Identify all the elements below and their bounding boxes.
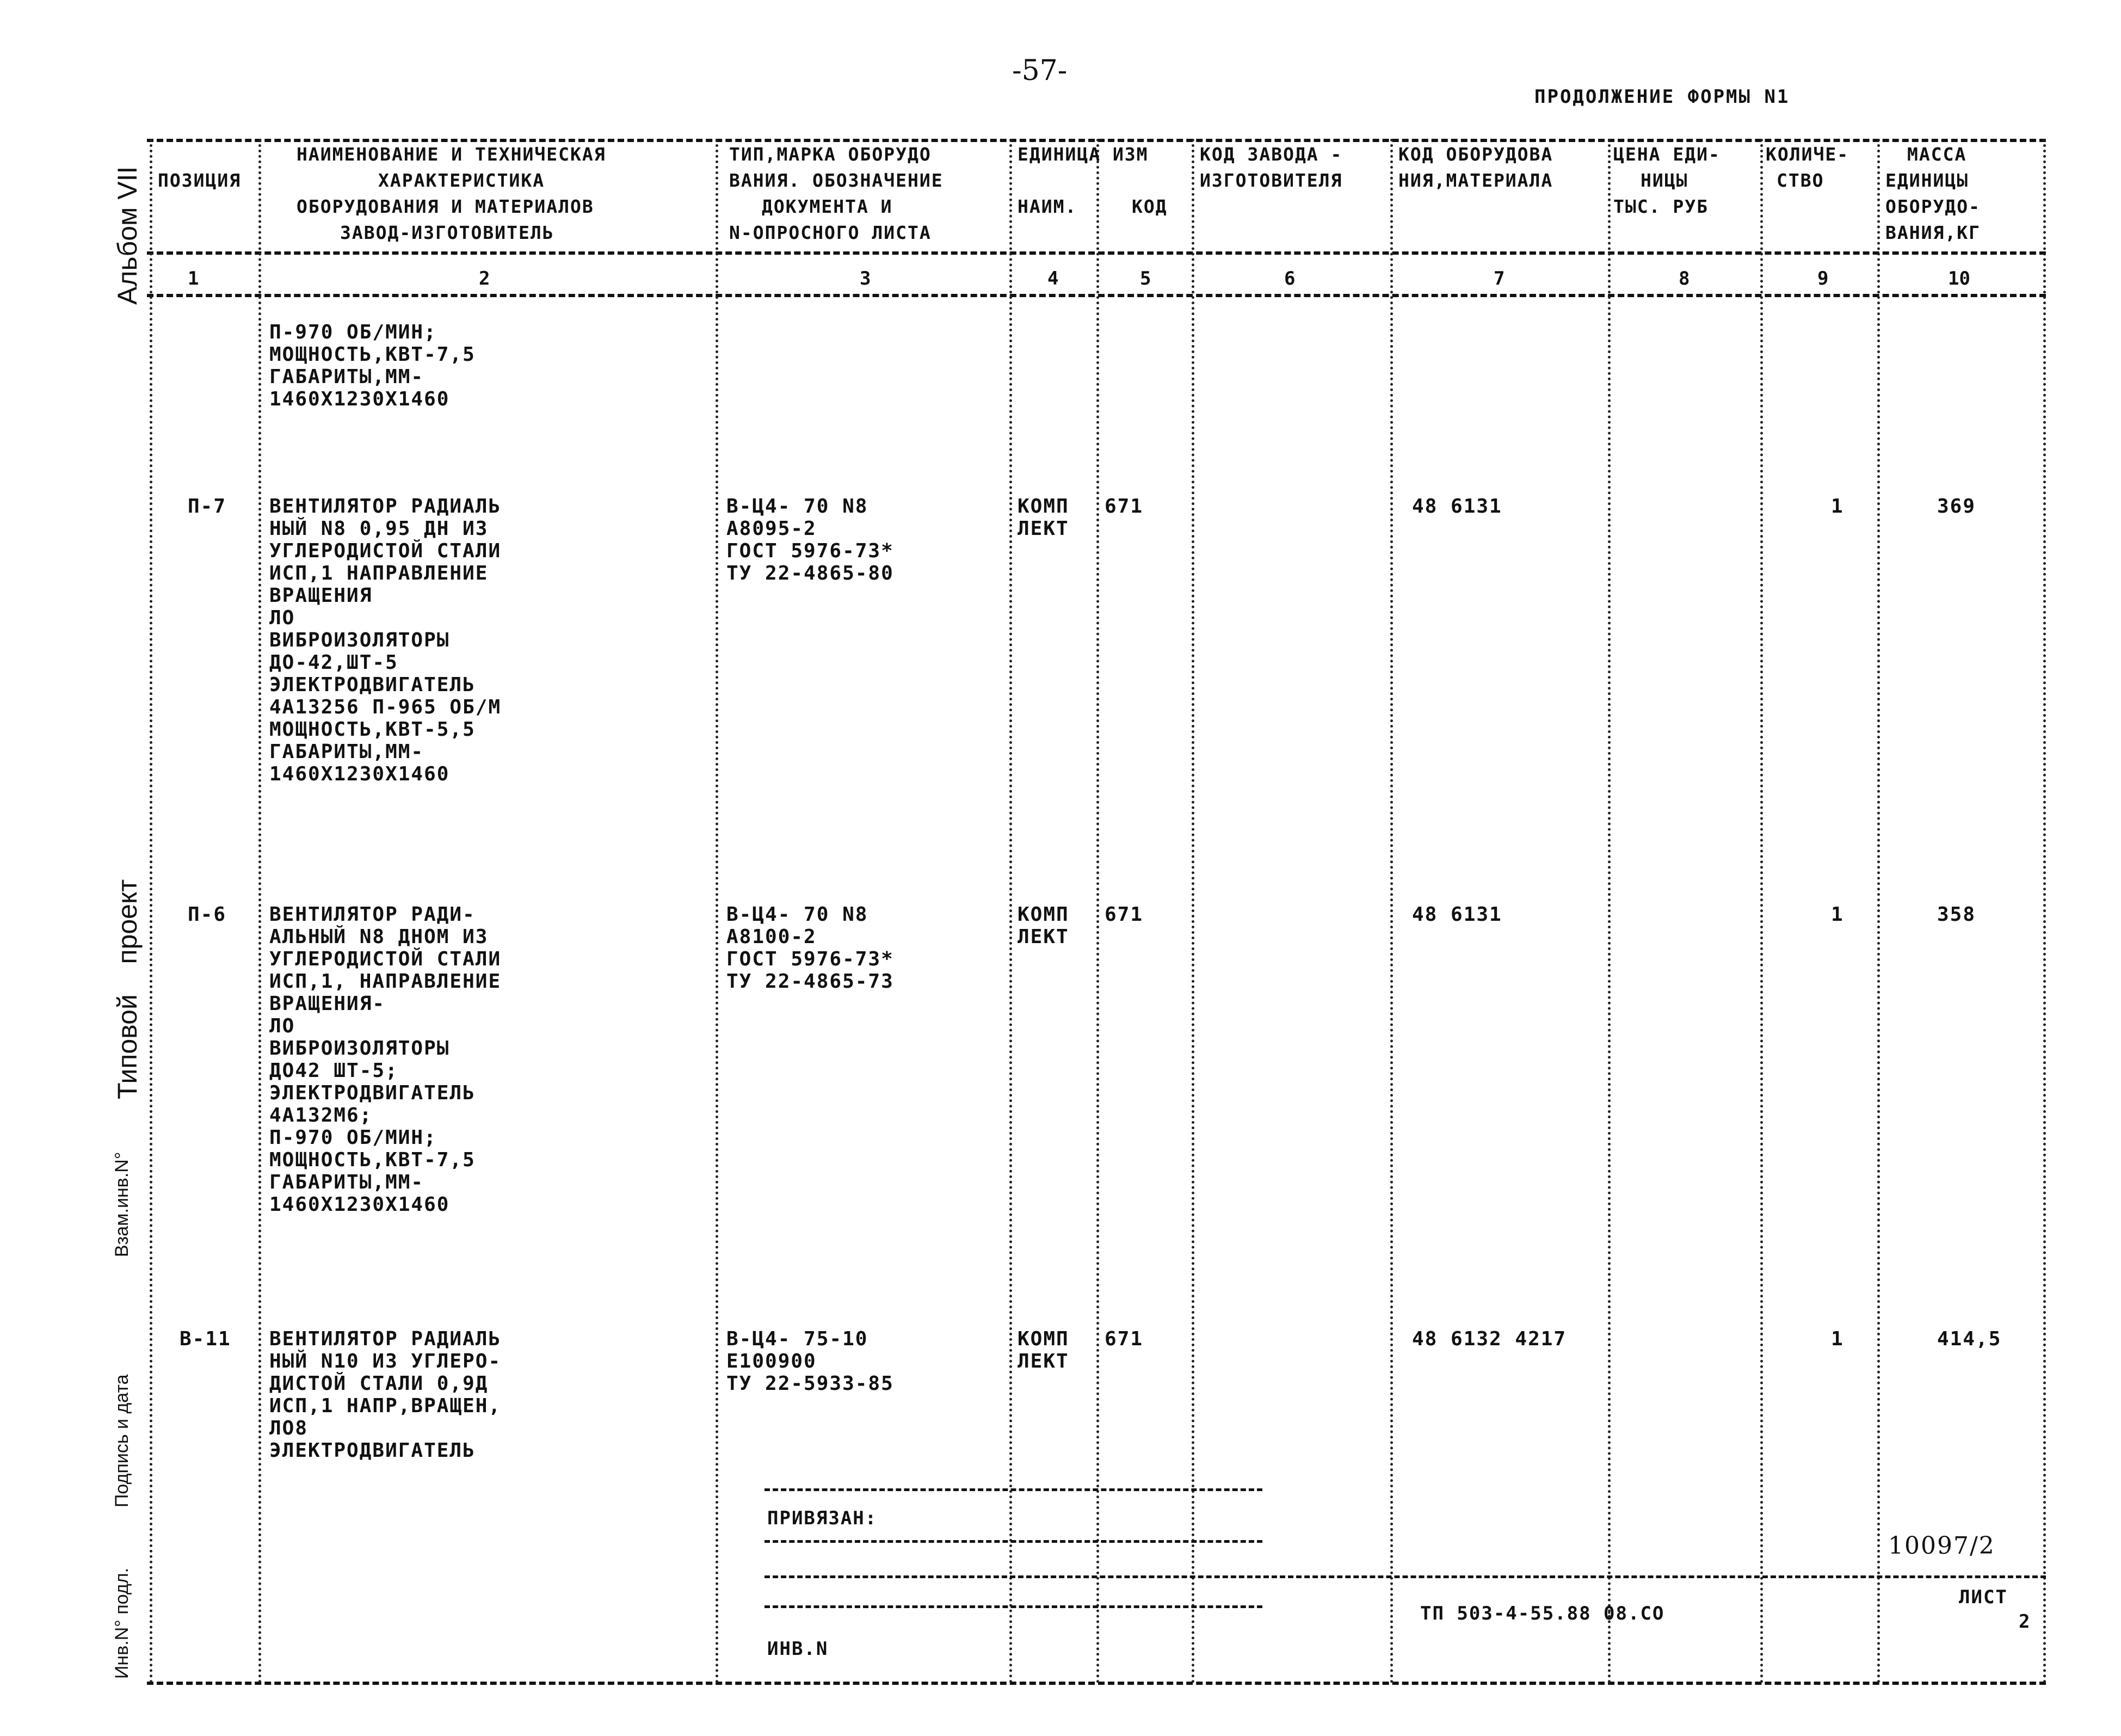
- margin-vzam: Взам.инв.N°: [112, 1152, 132, 1257]
- page-number: -57-: [1012, 54, 1068, 87]
- column-separator: [716, 139, 718, 1684]
- row-name: ВЕНТИЛЯТОР РАДИАЛЬ НЫЙ N8 0,95 ДН ИЗ УГЛЕРОДИСТОЙ СТАЛИ ИСП,1 НАПРАВЛЕНИЕ ВРАЩЕНИЯ ЛО ВИБРОИЗОЛЯТОРЫ ДО-42,ШТ-5 ЭЛЕКТРОДВИГАТЕЛЬ 4А13256 П-965 ОБ/М МОЩНОСТЬ,КВТ-5,5 ГАБАРИТЫ,ММ- 1460Х1230Х1460: [269, 495, 502, 785]
- header-equipment-code: КОД ОБОРУДОВА НИЯ,МАТЕРИАЛА: [1398, 144, 1553, 191]
- column-separator: [2043, 139, 2046, 1684]
- column-number: 2: [479, 268, 490, 290]
- row-unit: КОМП ЛЕКТ: [1018, 903, 1069, 948]
- header-name: НАИМЕНОВАНИЕ И ТЕХНИЧЕСКАЯ ХАРАКТЕРИСТИКА ОБОРУДОВАНИЯ И МАТЕРИАЛОВ ЗАВОД-ИЗГОТОВИТЕЛЬ: [297, 144, 606, 243]
- stamp-sheet-number: 2: [2019, 1611, 2031, 1633]
- header-unit-name: НАИМ.: [1018, 196, 1077, 217]
- column-separator: [1390, 139, 1393, 1684]
- margin-album: Альбом VII: [112, 166, 143, 305]
- column-separator: [1760, 139, 1763, 1684]
- stamp-sheet-label: ЛИСТ: [1959, 1586, 2008, 1608]
- stamp-rule: [764, 1540, 1262, 1543]
- margin-podpis: Подпись и дата: [112, 1374, 132, 1507]
- stamp-handwritten-number: 10097/2: [1888, 1532, 1995, 1560]
- column-separator: [1192, 139, 1194, 1684]
- stamp-privyazan: ПРИВЯЗАН:: [767, 1507, 878, 1529]
- row-position: П-7: [188, 495, 227, 518]
- margin-inv: Инв.N° подл.: [112, 1567, 132, 1679]
- stamp-rule: [764, 1488, 1262, 1491]
- row-unit: КОМП ЛЕКТ: [1018, 1328, 1069, 1372]
- column-number: 7: [1494, 268, 1505, 290]
- column-number: 1: [188, 268, 199, 290]
- row-quantity: 1: [1831, 495, 1844, 518]
- row-unit-code: 671: [1105, 1328, 1144, 1350]
- header-quantity: КОЛИЧЕ- СТВО: [1766, 144, 1849, 191]
- row-name: ВЕНТИЛЯТОР РАДИ- АЛЬНЫЙ N8 ДНОМ ИЗ УГЛЕРОДИСТОЙ СТАЛИ ИСП,1, НАПРАВЛЕНИЕ ВРАЩЕНИЯ- ЛО ВИБРОИЗОЛЯТОРЫ ДО42 ШТ-5; ЭЛЕКТРОДВИГАТЕЛЬ 4А132М6; П-970 ОБ/МИН; МОЩНОСТЬ,КВТ-7,5 ГАБАРИТЫ,ММ- 1460Х1230Х1460: [269, 903, 502, 1216]
- margin-project: Типовой проект: [112, 879, 143, 1099]
- column-number: 3: [860, 268, 871, 290]
- column-number: 5: [1140, 268, 1151, 290]
- header-mass: МАССА ЕДИНИЦЫ ОБОРУДО- ВАНИЯ,КГ: [1885, 144, 1981, 243]
- row-quantity: 1: [1831, 1328, 1844, 1350]
- row-quantity: 1: [1831, 903, 1844, 926]
- column-separator: [1009, 139, 1012, 1684]
- row-position: В-11: [180, 1328, 231, 1350]
- stamp-inv: ИНВ.N: [767, 1638, 829, 1660]
- column-separator: [1096, 139, 1099, 1684]
- column-separator: [150, 139, 152, 1684]
- header-unit: ЕДИНИЦА ИЗМ: [1018, 144, 1149, 165]
- stamp-doc-code: ТП 503-4-55.88 08.СО: [1420, 1603, 1665, 1624]
- row-type: В-Ц4- 70 N8 А8100-2 ГОСТ 5976-73* ТУ 22-4865-73: [726, 903, 894, 993]
- row-position: П-6: [188, 903, 227, 926]
- column-number: 4: [1047, 268, 1059, 290]
- row-unit-code: 671: [1105, 903, 1144, 926]
- column-separator: [1877, 139, 1880, 1684]
- row-unit: КОМП ЛЕКТ: [1018, 495, 1069, 540]
- column-number: 8: [1679, 268, 1690, 290]
- header-unit-code: КОД: [1132, 196, 1168, 217]
- row-mass: 369: [1937, 495, 1976, 518]
- row-mass: 414,5: [1937, 1328, 2002, 1350]
- carryover-text: П-970 ОБ/МИН; МОЩНОСТЬ,КВТ-7,5 ГАБАРИТЫ,ММ- 1460Х1230Х1460: [269, 321, 476, 410]
- continuation-title: ПРОДОЛЖЕНИЕ ФОРМЫ N1: [1534, 86, 1790, 108]
- row-unit-code: 671: [1105, 495, 1144, 518]
- row-equipment-code: 48 6132 4217: [1412, 1328, 1567, 1350]
- row-type: В-Ц4- 75-10 Е100900 ТУ 22-5933-85: [726, 1328, 894, 1395]
- row-name: ВЕНТИЛЯТОР РАДИАЛЬ НЫЙ N10 ИЗ УГЛЕРО- ДИСТОЙ СТАЛИ 0,9Д ИСП,1 НАПР,ВРАЩЕН, ЛО8 ЭЛЕКТРОДВИГАТЕЛЬ: [269, 1328, 502, 1462]
- header-position: ПОЗИЦИЯ: [158, 170, 242, 191]
- stamp-rule: [764, 1575, 2046, 1578]
- stamp-rule: [764, 1605, 1262, 1608]
- header-price: ЦЕНА ЕДИ- НИЦЫ ТЫС. РУБ: [1613, 144, 1721, 217]
- column-separator: [1608, 139, 1611, 1684]
- column-number: 6: [1284, 268, 1296, 290]
- row-equipment-code: 48 6131: [1412, 495, 1502, 518]
- header-type: ТИП,МАРКА ОБОРУДО ВАНИЯ. ОБОЗНАЧЕНИЕ ДОКУМЕНТА И N-ОПРОСНОГО ЛИСТА: [729, 144, 944, 243]
- column-number: 9: [1817, 268, 1829, 290]
- row-mass: 358: [1937, 903, 1976, 926]
- row-equipment-code: 48 6131: [1412, 903, 1502, 926]
- column-separator: [258, 139, 261, 1684]
- column-number: 10: [1948, 268, 1970, 290]
- header-factory-code: КОД ЗАВОДА - ИЗГОТОВИТЕЛЯ: [1200, 144, 1343, 191]
- row-type: В-Ц4- 70 N8 А8095-2 ГОСТ 5976-73* ТУ 22-4865-80: [726, 495, 894, 584]
